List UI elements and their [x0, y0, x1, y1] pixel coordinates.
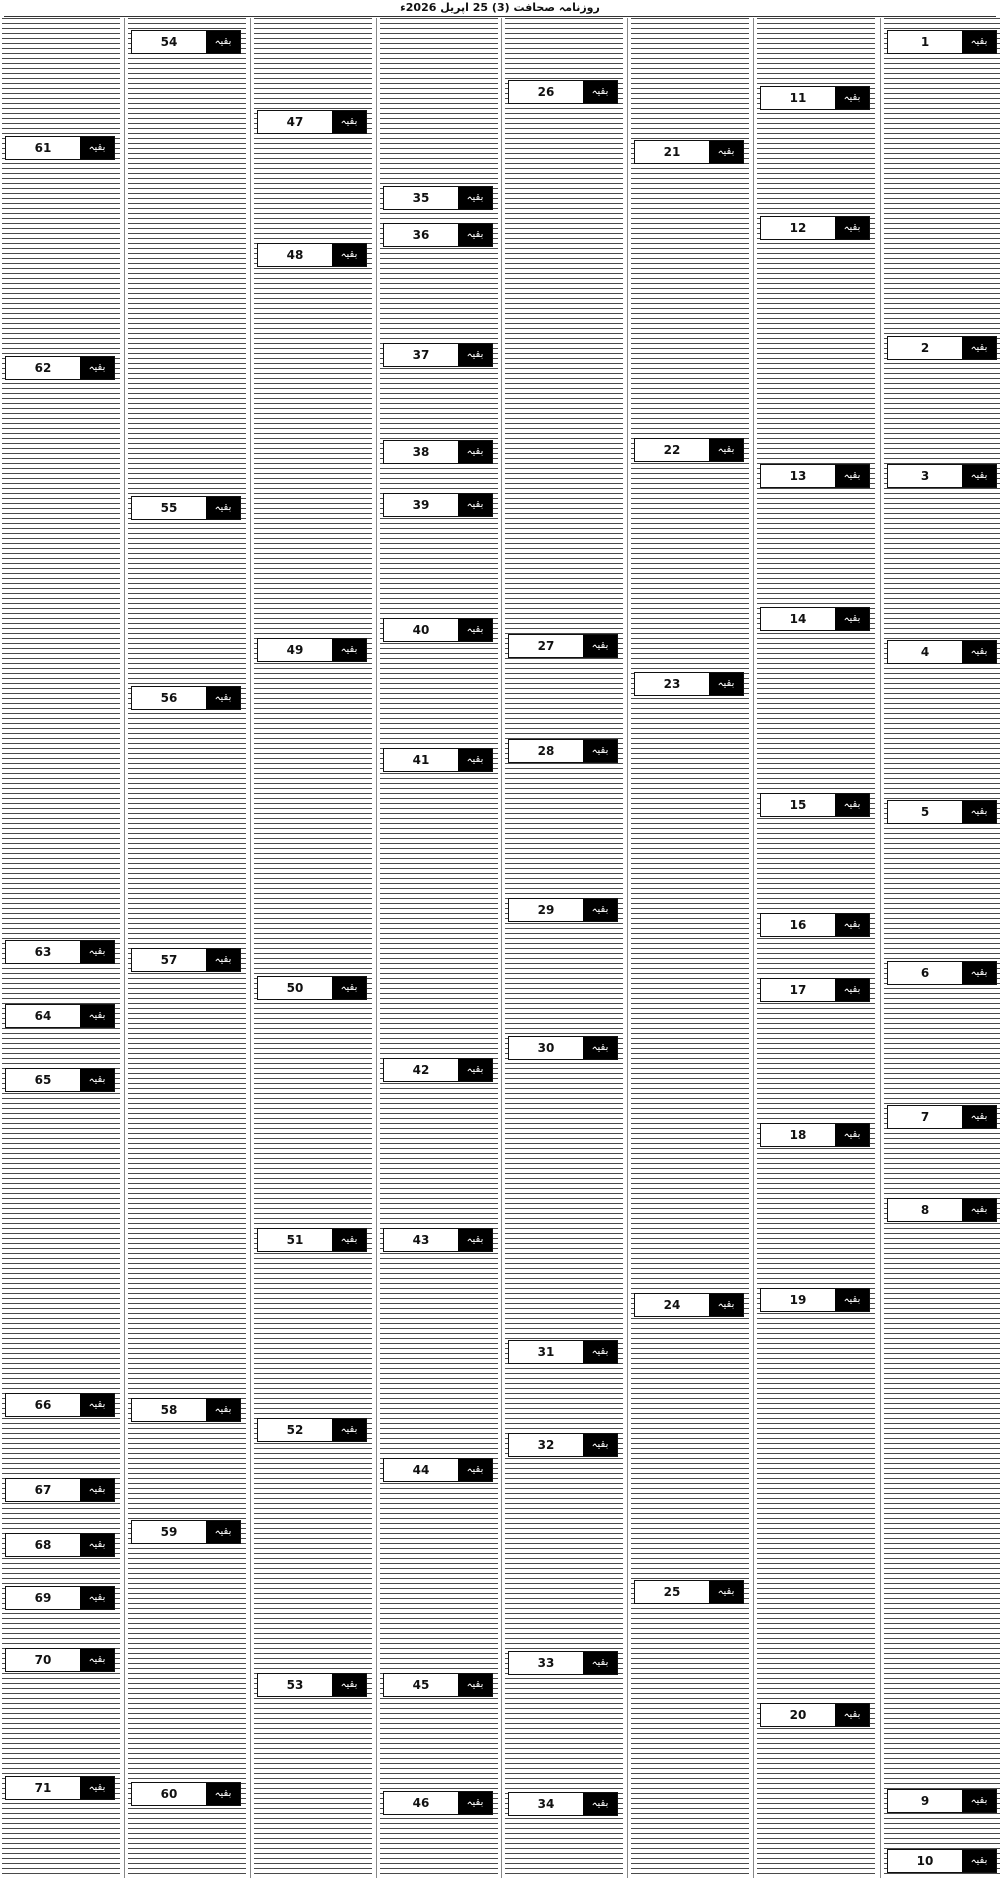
continuation-box-27 — [508, 634, 618, 658]
continuation-number: 10 — [916, 1854, 934, 1868]
continuation-box-26 — [508, 80, 618, 104]
continuation-label: بقیہ — [709, 141, 743, 163]
continuation-box-60 — [131, 1782, 241, 1806]
continuation-box-42 — [383, 1058, 493, 1082]
continuation-label: بقیہ — [332, 1419, 366, 1441]
continuation-label: بقیہ — [583, 740, 617, 762]
continuation-label: بقیہ — [206, 687, 240, 709]
continuation-box-4 — [887, 640, 997, 664]
continuation-box-54 — [131, 30, 241, 54]
continuation-box-71 — [5, 1776, 115, 1800]
continuation-number: 21 — [663, 145, 681, 159]
news-column-2 — [757, 18, 875, 1878]
continuation-label: بقیہ — [962, 962, 996, 984]
continuation-box-59 — [131, 1520, 241, 1544]
column-divider — [753, 18, 754, 1878]
continuation-label: بقیہ — [332, 639, 366, 661]
continuation-box-9 — [887, 1789, 997, 1813]
continuation-box-2 — [887, 336, 997, 360]
continuation-label: بقیہ — [332, 244, 366, 266]
continuation-label: بقیہ — [458, 1792, 492, 1814]
continuation-box-47 — [257, 110, 367, 134]
news-column-8 — [2, 18, 120, 1878]
continuation-box-51 — [257, 1228, 367, 1252]
continuation-box-62 — [5, 356, 115, 380]
continuation-number: 48 — [286, 248, 304, 262]
continuation-label: بقیہ — [583, 1341, 617, 1363]
continuation-number: 69 — [34, 1591, 52, 1605]
continuation-label: بقیہ — [583, 1434, 617, 1456]
continuation-box-52 — [257, 1418, 367, 1442]
continuation-box-6 — [887, 961, 997, 985]
continuation-label: بقیہ — [80, 1534, 114, 1556]
continuation-label: بقیہ — [80, 1479, 114, 1501]
continuation-label: بقیہ — [709, 1294, 743, 1316]
continuation-label: بقیہ — [458, 494, 492, 516]
continuation-number: 54 — [160, 35, 178, 49]
continuation-box-38 — [383, 440, 493, 464]
continuation-number: 36 — [412, 228, 430, 242]
continuation-number: 50 — [286, 981, 304, 995]
continuation-label: بقیہ — [835, 1124, 869, 1146]
continuation-box-8 — [887, 1198, 997, 1222]
continuation-number: 66 — [34, 1398, 52, 1412]
continuation-label: بقیہ — [458, 344, 492, 366]
continuation-number: 58 — [160, 1403, 178, 1417]
continuation-box-49 — [257, 638, 367, 662]
continuation-label: بقیہ — [835, 217, 869, 239]
continuation-box-21 — [634, 140, 744, 164]
continuation-box-36 — [383, 223, 493, 247]
continuation-box-68 — [5, 1533, 115, 1557]
continuation-number: 42 — [412, 1063, 430, 1077]
continuation-number: 41 — [412, 753, 430, 767]
continuation-label: بقیہ — [458, 1059, 492, 1081]
continuation-number: 45 — [412, 1678, 430, 1692]
continuation-label: بقیہ — [835, 465, 869, 487]
continuation-number: 57 — [160, 953, 178, 967]
continuation-box-28 — [508, 739, 618, 763]
continuation-number: 17 — [789, 983, 807, 997]
continuation-number: 39 — [412, 498, 430, 512]
continuation-box-20 — [760, 1703, 870, 1727]
continuation-label: بقیہ — [962, 1790, 996, 1812]
continuation-label: بقیہ — [80, 1777, 114, 1799]
news-column-7 — [128, 18, 246, 1878]
header-divider — [4, 16, 996, 17]
continuation-box-69 — [5, 1586, 115, 1610]
continuation-label: بقیہ — [458, 1674, 492, 1696]
continuation-label: بقیہ — [962, 801, 996, 823]
continuation-label: بقیہ — [583, 899, 617, 921]
continuation-number: 70 — [34, 1653, 52, 1667]
continuation-number: 71 — [34, 1781, 52, 1795]
continuation-number: 23 — [663, 677, 681, 691]
continuation-number: 22 — [663, 443, 681, 457]
continuation-box-19 — [760, 1288, 870, 1312]
continuation-box-16 — [760, 913, 870, 937]
continuation-box-18 — [760, 1123, 870, 1147]
continuation-box-40 — [383, 618, 493, 642]
continuation-label: بقیہ — [835, 914, 869, 936]
continuation-label: بقیہ — [709, 439, 743, 461]
continuation-box-39 — [383, 493, 493, 517]
continuation-label: بقیہ — [962, 641, 996, 663]
continuation-label: بقیہ — [458, 224, 492, 246]
continuation-box-50 — [257, 976, 367, 1000]
continuation-box-12 — [760, 216, 870, 240]
continuation-label: بقیہ — [80, 137, 114, 159]
continuation-number: 20 — [789, 1708, 807, 1722]
continuation-number: 29 — [537, 903, 555, 917]
continuation-number: 18 — [789, 1128, 807, 1142]
continuation-label: بقیہ — [835, 979, 869, 1001]
continuation-number: 13 — [789, 469, 807, 483]
continuation-box-63 — [5, 940, 115, 964]
continuation-box-24 — [634, 1293, 744, 1317]
continuation-box-17 — [760, 978, 870, 1002]
continuation-box-53 — [257, 1673, 367, 1697]
continuation-label: بقیہ — [458, 619, 492, 641]
continuation-label: بقیہ — [332, 977, 366, 999]
continuation-box-31 — [508, 1340, 618, 1364]
continuation-box-35 — [383, 186, 493, 210]
continuation-number: 60 — [160, 1787, 178, 1801]
news-column-5 — [380, 18, 498, 1878]
continuation-box-65 — [5, 1068, 115, 1092]
continuation-number: 25 — [663, 1585, 681, 1599]
continuation-label: بقیہ — [80, 1005, 114, 1027]
continuation-box-5 — [887, 800, 997, 824]
continuation-number: 49 — [286, 643, 304, 657]
continuation-label: بقیہ — [458, 441, 492, 463]
continuation-number: 33 — [537, 1656, 555, 1670]
continuation-label: بقیہ — [458, 1459, 492, 1481]
column-divider — [501, 18, 502, 1878]
continuation-label: بقیہ — [835, 794, 869, 816]
continuation-box-44 — [383, 1458, 493, 1482]
continuation-number: 28 — [537, 744, 555, 758]
continuation-label: بقیہ — [80, 1069, 114, 1091]
continuation-number: 24 — [663, 1298, 681, 1312]
continuation-label: بقیہ — [962, 1850, 996, 1872]
continuation-number: 1 — [920, 35, 930, 49]
continuation-number: 6 — [920, 966, 930, 980]
continuation-box-43 — [383, 1228, 493, 1252]
continuation-box-11 — [760, 86, 870, 110]
continuation-label: بقیہ — [458, 187, 492, 209]
continuation-label: بقیہ — [332, 1229, 366, 1251]
continuation-label: بقیہ — [962, 31, 996, 53]
continuation-label: بقیہ — [80, 1394, 114, 1416]
continuation-label: بقیہ — [962, 1199, 996, 1221]
continuation-label: بقیہ — [583, 1037, 617, 1059]
continuation-label: بقیہ — [206, 1399, 240, 1421]
column-divider — [250, 18, 251, 1878]
continuation-box-14 — [760, 607, 870, 631]
continuation-box-70 — [5, 1648, 115, 1672]
continuation-label: بقیہ — [206, 949, 240, 971]
continuation-number: 63 — [34, 945, 52, 959]
continuation-box-58 — [131, 1398, 241, 1422]
continuation-number: 65 — [34, 1073, 52, 1087]
column-divider — [124, 18, 125, 1878]
continuation-label: بقیہ — [583, 1793, 617, 1815]
continuation-label: بقیہ — [835, 608, 869, 630]
continuation-label: بقیہ — [583, 635, 617, 657]
continuation-number: 34 — [537, 1797, 555, 1811]
continuation-label: بقیہ — [835, 1289, 869, 1311]
column-divider — [880, 18, 881, 1878]
continuation-label: بقیہ — [206, 31, 240, 53]
continuation-number: 37 — [412, 348, 430, 362]
continuation-number: 59 — [160, 1525, 178, 1539]
news-column-3 — [631, 18, 749, 1878]
continuation-box-56 — [131, 686, 241, 710]
continuation-label: بقیہ — [583, 81, 617, 103]
continuation-number: 67 — [34, 1483, 52, 1497]
continuation-label: بقیہ — [80, 941, 114, 963]
continuation-number: 61 — [34, 141, 52, 155]
continuation-label: بقیہ — [835, 87, 869, 109]
continuation-number: 27 — [537, 639, 555, 653]
continuation-number: 51 — [286, 1233, 304, 1247]
continuation-label: بقیہ — [332, 111, 366, 133]
continuation-number: 30 — [537, 1041, 555, 1055]
continuation-number: 19 — [789, 1293, 807, 1307]
continuation-box-22 — [634, 438, 744, 462]
continuation-number: 62 — [34, 361, 52, 375]
continuation-number: 46 — [412, 1796, 430, 1810]
continuation-number: 53 — [286, 1678, 304, 1692]
continuation-box-57 — [131, 948, 241, 972]
continuation-number: 16 — [789, 918, 807, 932]
continuation-number: 31 — [537, 1345, 555, 1359]
column-divider — [627, 18, 628, 1878]
continuation-number: 15 — [789, 798, 807, 812]
continuation-number: 32 — [537, 1438, 555, 1452]
continuation-box-66 — [5, 1393, 115, 1417]
continuation-number: 7 — [920, 1110, 930, 1124]
continuation-box-41 — [383, 748, 493, 772]
continuation-number: 52 — [286, 1423, 304, 1437]
continuation-label: بقیہ — [962, 337, 996, 359]
continuation-box-61 — [5, 136, 115, 160]
continuation-label: بقیہ — [962, 1106, 996, 1128]
continuation-number: 26 — [537, 85, 555, 99]
continuation-box-32 — [508, 1433, 618, 1457]
continuation-number: 2 — [920, 341, 930, 355]
continuation-box-45 — [383, 1673, 493, 1697]
continuation-box-33 — [508, 1651, 618, 1675]
continuation-number: 5 — [920, 805, 930, 819]
continuation-number: 68 — [34, 1538, 52, 1552]
continuation-label: بقیہ — [962, 465, 996, 487]
news-column-6 — [254, 18, 372, 1878]
continuation-box-64 — [5, 1004, 115, 1028]
continuation-number: 3 — [920, 469, 930, 483]
continuation-label: بقیہ — [80, 357, 114, 379]
news-column-1 — [884, 18, 1000, 1878]
continuation-box-34 — [508, 1792, 618, 1816]
continuation-box-30 — [508, 1036, 618, 1060]
continuation-box-15 — [760, 793, 870, 817]
continuation-number: 38 — [412, 445, 430, 459]
continuation-label: بقیہ — [206, 1521, 240, 1543]
continuation-label: بقیہ — [332, 1674, 366, 1696]
continuation-label: بقیہ — [206, 497, 240, 519]
continuation-box-37 — [383, 343, 493, 367]
continuation-box-23 — [634, 672, 744, 696]
continuation-label: بقیہ — [80, 1649, 114, 1671]
continuation-box-55 — [131, 496, 241, 520]
continuation-label: بقیہ — [458, 749, 492, 771]
continuation-label: بقیہ — [709, 1581, 743, 1603]
continuation-box-48 — [257, 243, 367, 267]
continuation-number: 9 — [920, 1794, 930, 1808]
continuation-number: 35 — [412, 191, 430, 205]
continuation-number: 55 — [160, 501, 178, 515]
continuation-label: بقیہ — [709, 673, 743, 695]
continuation-box-67 — [5, 1478, 115, 1502]
continuation-number: 43 — [412, 1233, 430, 1247]
continuation-box-1 — [887, 30, 997, 54]
continuation-number: 40 — [412, 623, 430, 637]
continuation-box-46 — [383, 1791, 493, 1815]
continuation-box-3 — [887, 464, 997, 488]
news-column-4 — [505, 18, 623, 1878]
continuation-number: 56 — [160, 691, 178, 705]
continuation-box-7 — [887, 1105, 997, 1129]
column-divider — [376, 18, 377, 1878]
continuation-number: 44 — [412, 1463, 430, 1477]
continuation-label: بقیہ — [80, 1587, 114, 1609]
continuation-box-13 — [760, 464, 870, 488]
continuation-number: 4 — [920, 645, 930, 659]
continuation-number: 12 — [789, 221, 807, 235]
continuation-box-10 — [887, 1849, 997, 1873]
continuation-number: 64 — [34, 1009, 52, 1023]
page-header: روزنامہ صحافت (3) 25 اپریل 2026ء — [400, 1, 600, 14]
continuation-label: بقیہ — [835, 1704, 869, 1726]
continuation-label: بقیہ — [583, 1652, 617, 1674]
continuation-number: 8 — [920, 1203, 930, 1217]
continuation-label: بقیہ — [206, 1783, 240, 1805]
continuation-box-25 — [634, 1580, 744, 1604]
continuation-box-29 — [508, 898, 618, 922]
continuation-label: بقیہ — [458, 1229, 492, 1251]
continuation-number: 47 — [286, 115, 304, 129]
continuation-number: 11 — [789, 91, 807, 105]
continuation-number: 14 — [789, 612, 807, 626]
